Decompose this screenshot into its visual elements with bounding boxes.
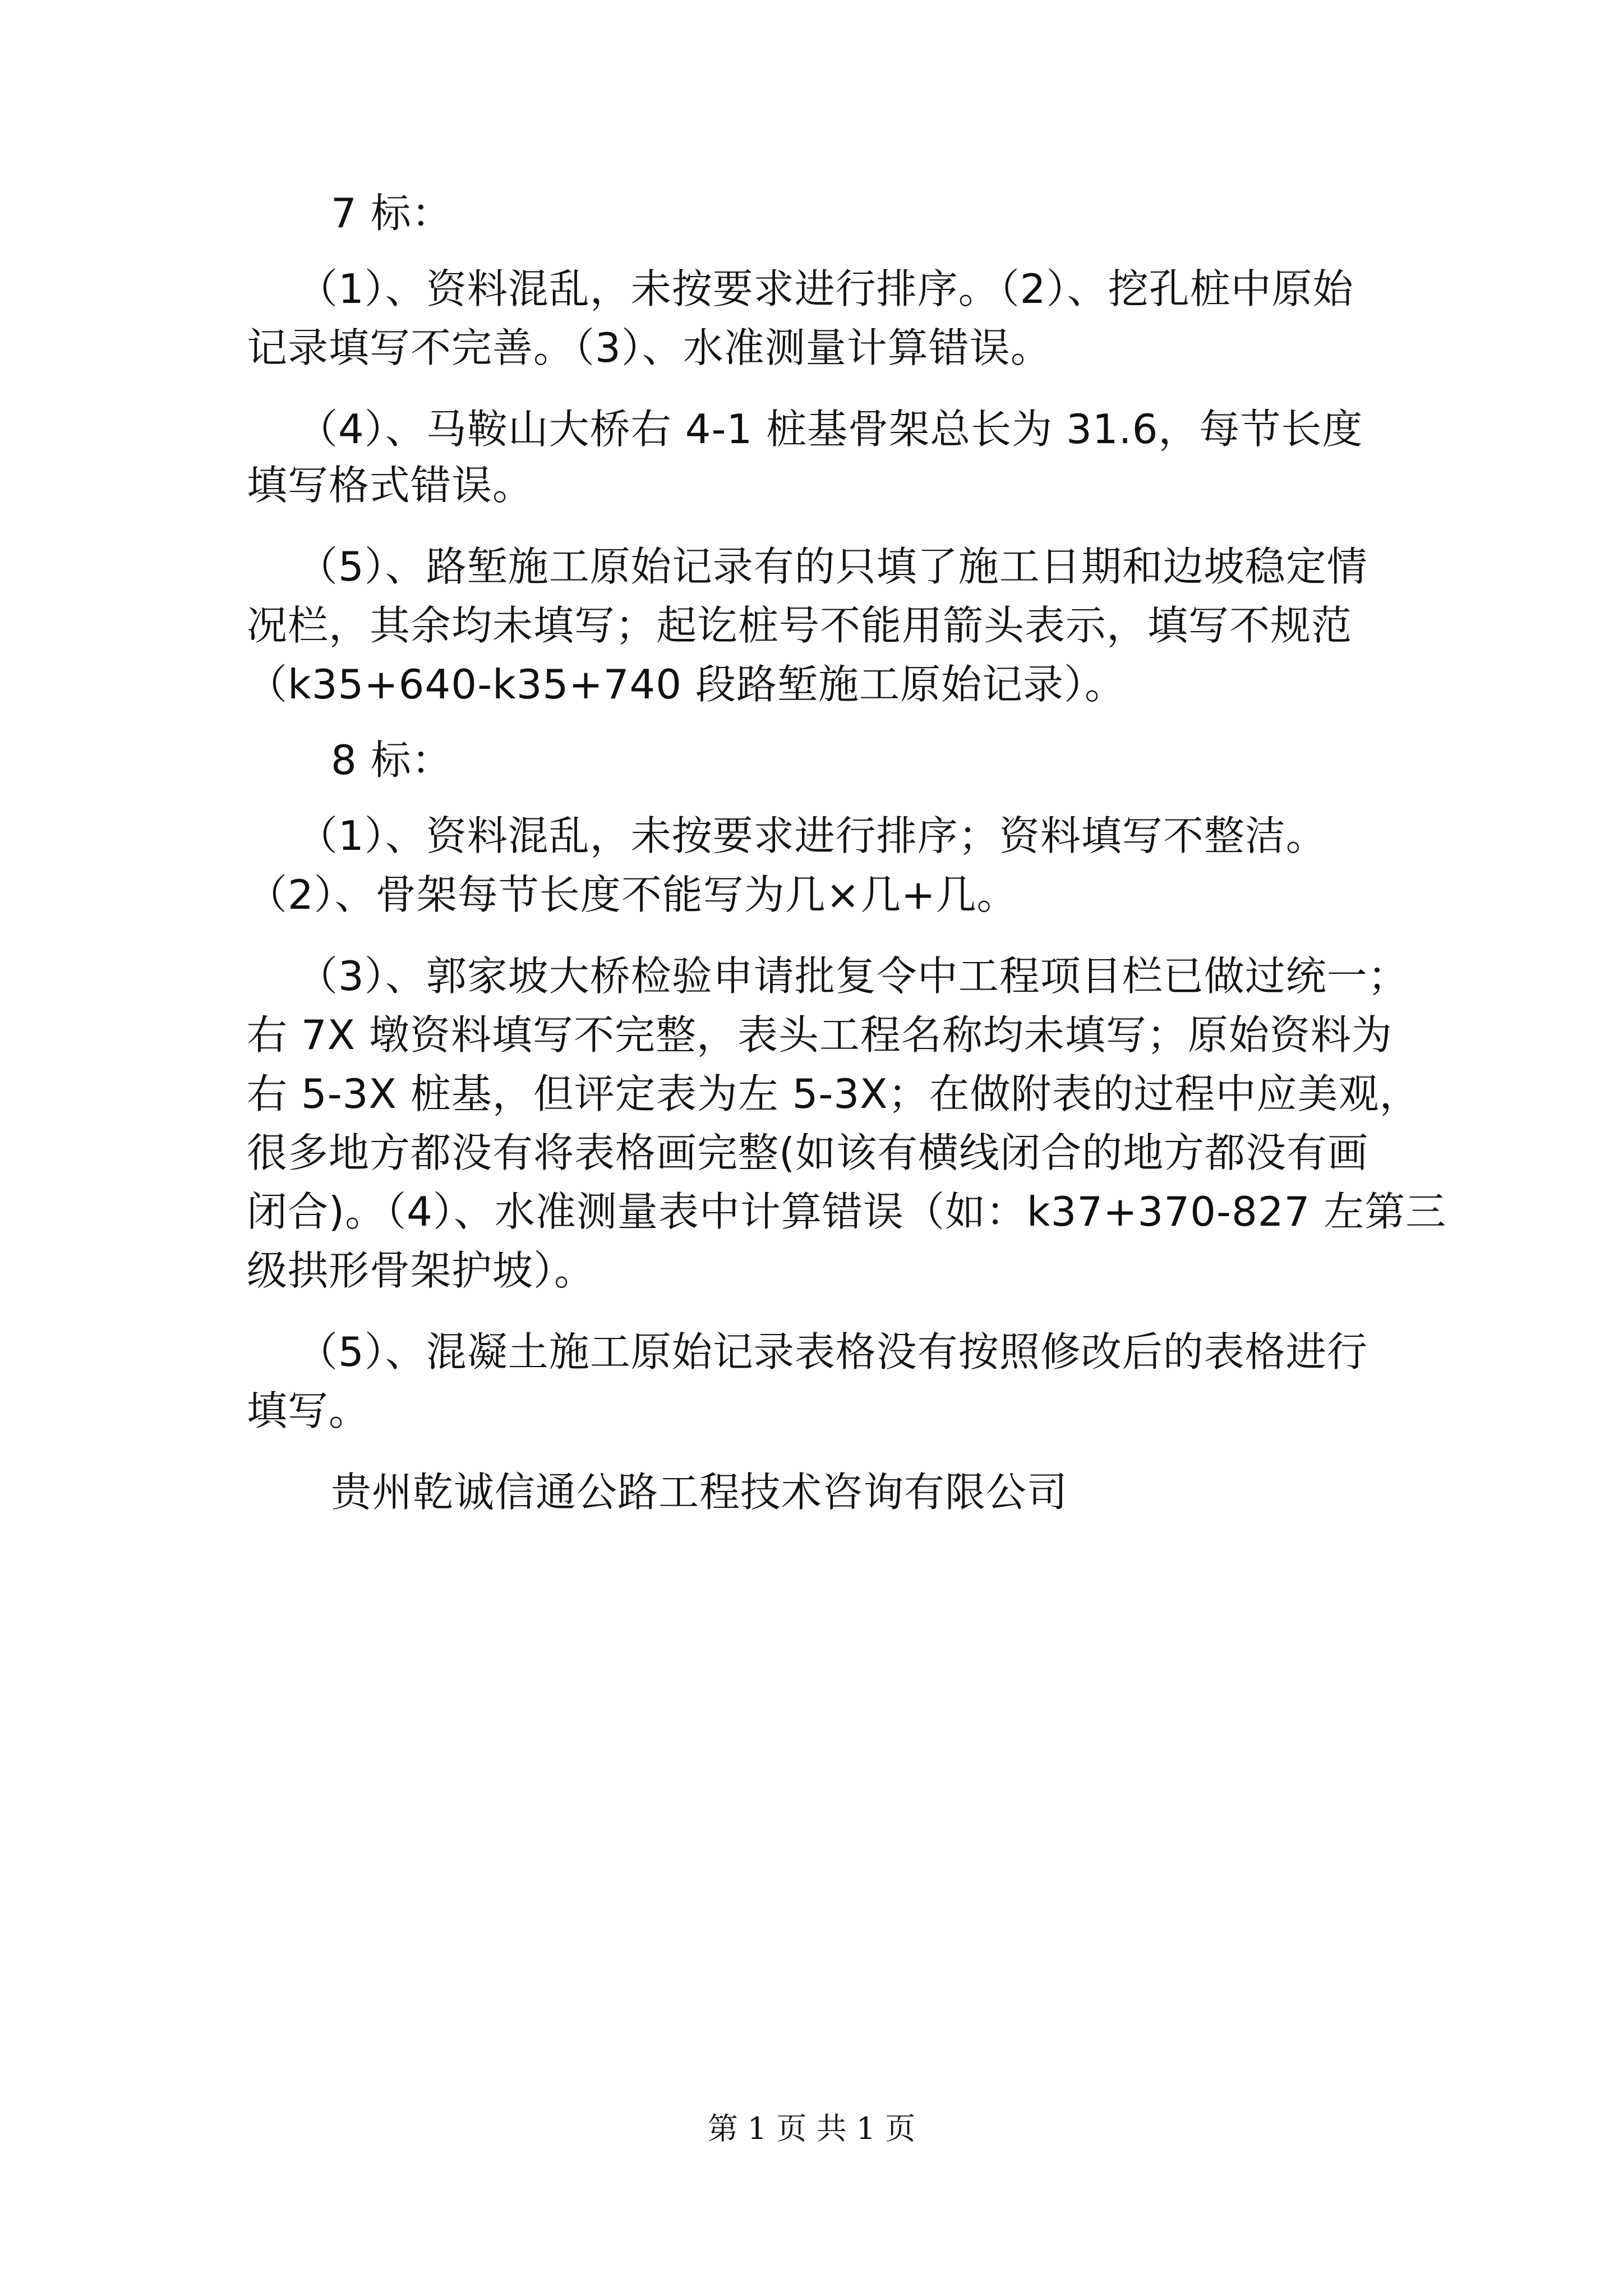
paragraph-line: （2）、骨架每节长度不能写为几×几+几。 xyxy=(247,871,1018,918)
company-signature: 贵州乾诚信通公路工程技术咨询有限公司 xyxy=(331,1469,1068,1516)
paragraph-line: 填写。 xyxy=(247,1387,370,1434)
paragraph-line: 闭合)。（4）、水准测量表中计算错误（如：k37+370-827 左第三 xyxy=(247,1188,1447,1235)
section-heading-8: 8 标： xyxy=(331,737,453,784)
paragraph-line: 填写格式错误。 xyxy=(247,462,534,509)
paragraph-line: 右 5-3X 桩基，但评定表为左 5-3X；在做附表的过程中应美观， xyxy=(247,1070,1421,1117)
paragraph-line: 很多地方都没有将表格画完整(如该有横线闭合的地方都没有画 xyxy=(247,1129,1369,1176)
paragraph-line: （5）、路堑施工原始记录有的只填了施工日期和边坡稳定情 xyxy=(297,543,1368,590)
paragraph-line: 右 7X 墩资料填写不完整，表头工程名称均未填写；原始资料为 xyxy=(247,1011,1393,1059)
paragraph-line: 级拱形骨架护坡）。 xyxy=(247,1247,596,1294)
paragraph-line: （5）、混凝土施工原始记录表格没有按照修改后的表格进行 xyxy=(297,1328,1368,1375)
section-heading-7: 7 标： xyxy=(331,190,453,237)
page-footer: 第 1 页 共 1 页 xyxy=(707,2111,916,2146)
paragraph-line: （1）、资料混乱，未按要求进行排序。（2）、挖孔桩中原始 xyxy=(297,265,1354,312)
paragraph-line: （4）、马鞍山大桥右 4-1 桩基骨架总长为 31.6，每节长度 xyxy=(297,406,1363,453)
paragraph-line: 况栏，其余均未填写；起讫桩号不能用箭头表示，填写不规范 xyxy=(247,602,1353,649)
paragraph-line: 记录填写不完善。（3）、水准测量计算错误。 xyxy=(247,324,1052,371)
paragraph-line: （1）、资料混乱，未按要求进行排序；资料填写不整洁。 xyxy=(297,812,1327,859)
paragraph-line: （3）、郭家坡大桥检验申请批复令中工程项目栏已做过统一； xyxy=(297,953,1409,1000)
paragraph-line: （k35+640-k35+740 段路堑施工原始记录）。 xyxy=(247,661,1126,708)
